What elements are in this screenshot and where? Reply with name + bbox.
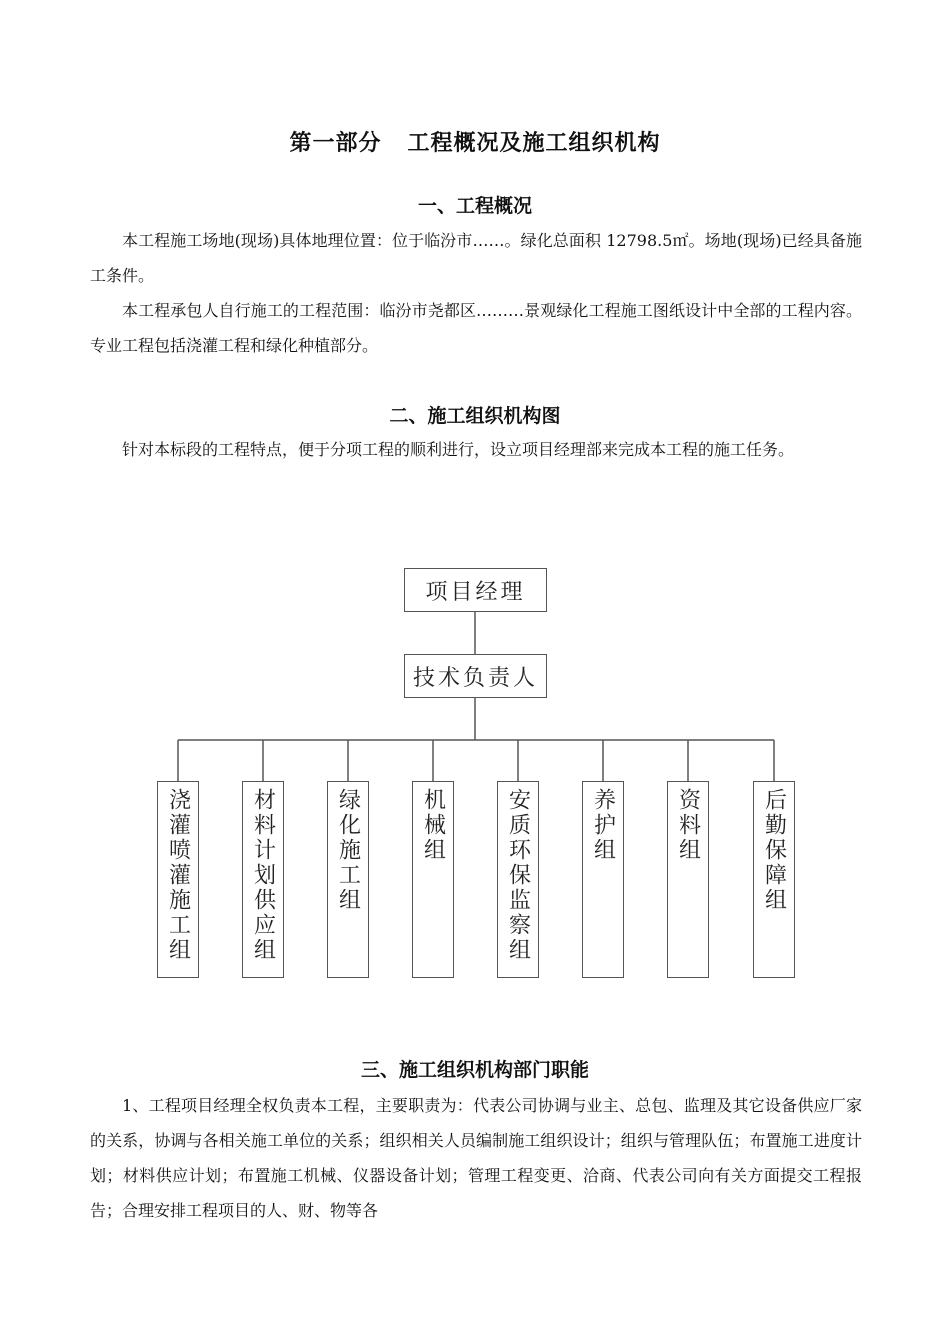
org-group-materials	[242, 781, 284, 978]
page-title	[0, 126, 950, 157]
section3-paragraph-1: 1、工程项目经理全权负责本工程，主要职责为：代表公司协调与业主、总包、监理及其它设备供应厂家的关系，协调与各相关施工单位的关系；组织相关人员编制施工组织设计；组织与管理队伍；布置施工进度计划；材料供应计划；布置施工机械、仪器设备计划；管理工程变更、洽商、代表公司向有关方面提交工程报告；合理安排工程项目的人、财、物等各	[90, 1096, 862, 1220]
org-group-maintenance	[582, 781, 624, 978]
org-node-technical-lead: 技术负责人	[404, 654, 547, 698]
org-chart	[0, 560, 950, 1000]
title-text: 工程概况及施工组织机构	[407, 131, 661, 156]
org-group-irrigation	[157, 781, 199, 978]
section1-paragraph-1: 本工程施工场地(现场)具体地理位置：位于临汾市……。绿化总面积 12798.5㎡。场地(现场)已经具备施工条件。	[90, 231, 862, 285]
org-group-label: 材料计划供应组	[250, 788, 276, 963]
org-group-greening	[327, 781, 369, 978]
title-part: 第一部分	[289, 131, 382, 156]
section3-heading: 三、施工组织机构部门职能	[360, 1059, 589, 1081]
section1-paragraph-2: 本工程承包人自行施工的工程范围：临汾市尧都区………景观绿化工程施工图纸设计中全部的工程内容。专业工程包括浇灌工程和绿化种植部分。	[90, 301, 862, 355]
org-group-machinery	[412, 781, 454, 978]
org-group-label: 安质环保监察组	[505, 788, 531, 963]
org-group-label: 后勤保障组	[761, 788, 787, 913]
org-group-label: 机械组	[420, 788, 446, 863]
org-group-safety	[497, 781, 539, 978]
org-node-project-manager: 项目经理	[404, 568, 547, 612]
section2-heading: 二、施工组织机构图	[389, 405, 561, 427]
org-group-documents	[667, 781, 709, 978]
org-group-label: 绿化施工组	[335, 788, 361, 913]
org-group-label: 养护组	[590, 788, 616, 863]
org-chart-connectors	[0, 560, 950, 1000]
org-group-logistics	[753, 781, 795, 978]
section1-heading: 一、工程概况	[417, 195, 532, 217]
section2-paragraph-1: 针对本标段的工程特点，便于分项工程的顺利进行，设立项目经理部来完成本工程的施工任务。	[122, 440, 795, 459]
org-group-label: 资料组	[675, 788, 701, 863]
org-group-label: 浇灌喷灌施工组	[165, 788, 191, 963]
